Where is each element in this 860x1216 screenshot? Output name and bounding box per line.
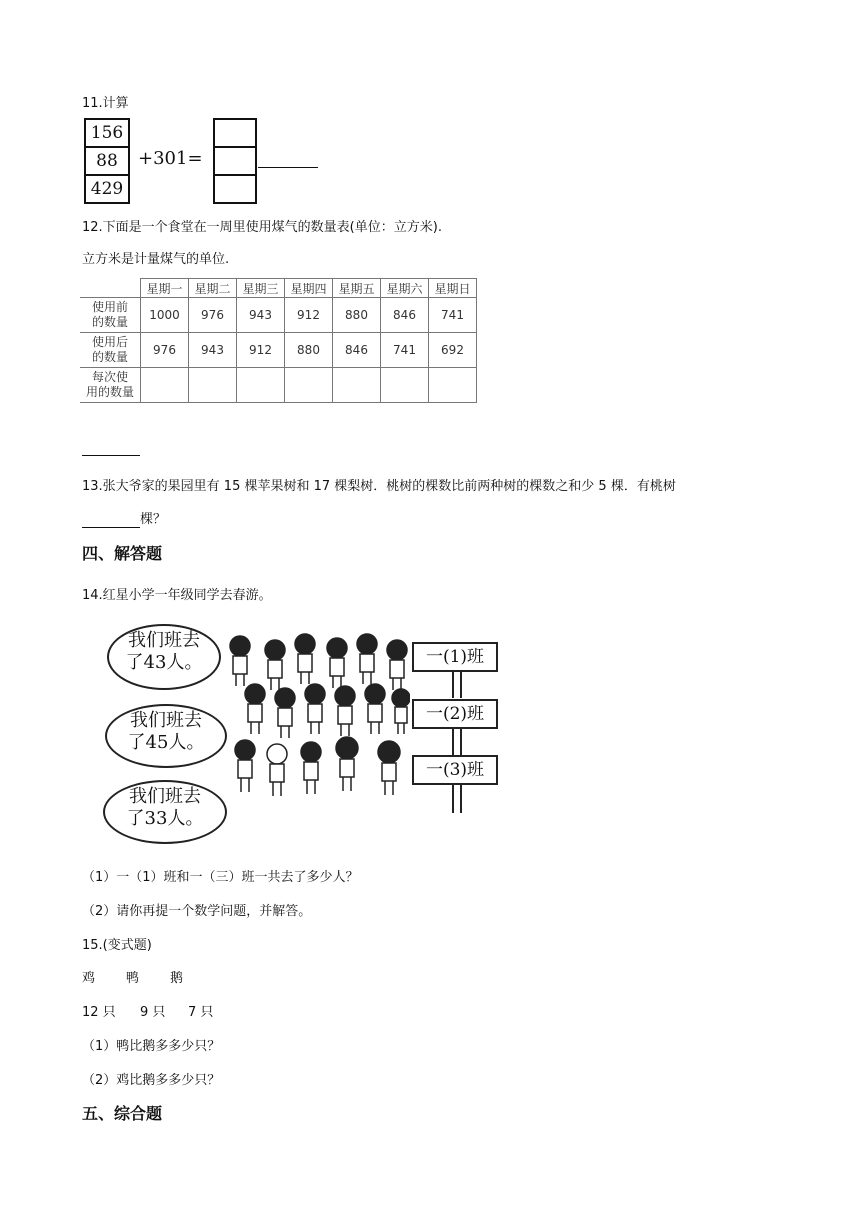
child-figure [336, 737, 358, 791]
table-cell: 1000 [141, 298, 189, 333]
day-header: 星期四 [285, 279, 333, 298]
child-figure [230, 636, 250, 686]
table-cell: 976 [189, 298, 237, 333]
table-row [80, 368, 477, 403]
day-header: 星期三 [237, 279, 285, 298]
q12-title: 12.下面是一个食堂在一周里使用煤气的数量表(单位：立方米). [82, 220, 442, 235]
day-header: 星期日 [429, 279, 477, 298]
q11-title: 11.计算 [82, 96, 129, 111]
q11-answer-box[interactable] [215, 174, 255, 202]
day-header: 星期二 [189, 279, 237, 298]
child-figure [327, 638, 347, 688]
answer-cell[interactable] [237, 368, 285, 403]
child-figure [301, 742, 321, 794]
q11-number: 156 [90, 123, 124, 143]
table-cell: 880 [333, 298, 381, 333]
child-figure [235, 740, 255, 792]
day-header: 星期五 [333, 279, 381, 298]
table-header-row [80, 279, 477, 298]
row-label: 使用后 的数量 [80, 333, 141, 368]
table-cell: 943 [237, 298, 285, 333]
child-figure [335, 686, 355, 736]
class-sign: 一(1)班 [412, 642, 498, 672]
answer-cell[interactable] [141, 368, 189, 403]
table-corner [80, 279, 141, 298]
child-figure [245, 684, 265, 734]
day-header: 星期一 [141, 279, 189, 298]
child-figure [295, 634, 315, 684]
table-cell: 846 [333, 333, 381, 368]
q11-answer-boxes[interactable] [213, 118, 257, 204]
answer-cell[interactable] [333, 368, 381, 403]
child-figure [305, 684, 325, 734]
child-figure [378, 741, 400, 795]
table-cell: 976 [141, 333, 189, 368]
table-cell: 741 [429, 298, 477, 333]
child-figure [275, 688, 295, 738]
q15-sub2: （2）鸡比鹅多多少只？ [82, 1073, 221, 1088]
q11-answer-box[interactable] [215, 120, 255, 146]
q14-sub1: （1）一（1）班和一（三）班一共去了多少人？ [82, 870, 359, 885]
table-cell: 912 [285, 298, 333, 333]
q13-suffix: 棵？ [140, 512, 167, 527]
q11-number: 429 [86, 174, 128, 202]
q15-title: 15.(变式题) [82, 938, 152, 953]
q12-note: 立方米是计量煤气的单位. [82, 252, 230, 267]
q11-answer-box[interactable] [215, 146, 255, 174]
answer-cell[interactable] [381, 368, 429, 403]
animal-label: 鹅 [170, 971, 184, 986]
table-row [80, 298, 477, 333]
row-label: 每次使 用的数量 [80, 368, 141, 403]
students-drawing [225, 628, 410, 804]
q15-sub1: （1）鸭比鹅多多少只？ [82, 1039, 221, 1054]
sign-pole [452, 727, 462, 755]
table-cell: 943 [189, 333, 237, 368]
child-figure [265, 640, 285, 690]
child-figure [357, 634, 377, 684]
q13-answer-line [82, 508, 166, 528]
q13-text: 13.张大爷家的果园里有 15 棵苹果树和 17 棵梨树．桃树的棵数比前两种树的棵数之和少 5 棵．有桃树 [82, 479, 676, 494]
section-heading: 四、解答题 [82, 544, 163, 563]
table-cell: 912 [237, 333, 285, 368]
animal-label: 鸭 [126, 971, 140, 986]
animal-label: 鸡 [82, 971, 96, 986]
class-sign: 一(2)班 [412, 699, 498, 729]
section-heading: 五、综合题 [82, 1104, 163, 1123]
speech-bubble: 我们班去 了33人。 [103, 780, 227, 844]
sign-pole [452, 783, 462, 813]
animal-count: 7 只 [188, 1005, 214, 1020]
row-label: 使用前 的数量 [80, 298, 141, 333]
q13-answer-blank[interactable] [82, 512, 140, 528]
speech-bubble: 我们班去 了45人。 [105, 704, 227, 768]
gas-usage-table [80, 278, 477, 403]
animal-count: 12 只 [82, 1005, 116, 1020]
q14-title: 14.红星小学一年级同学去春游。 [82, 588, 272, 603]
child-figure [365, 684, 385, 734]
answer-cell[interactable] [189, 368, 237, 403]
child-figure [387, 640, 407, 690]
q12-answer-blank[interactable] [82, 455, 140, 456]
table-cell: 880 [285, 333, 333, 368]
q11-operator: +301= [138, 148, 203, 169]
animal-count: 9 只 [140, 1005, 166, 1020]
table-cell: 741 [381, 333, 429, 368]
answer-cell[interactable] [285, 368, 333, 403]
table-row [80, 333, 477, 368]
q11-number-stack [84, 118, 130, 204]
day-header: 星期六 [381, 279, 429, 298]
table-cell: 692 [429, 333, 477, 368]
answer-cell[interactable] [429, 368, 477, 403]
child-figure [267, 744, 287, 796]
sign-pole [452, 670, 462, 698]
table-cell: 846 [381, 298, 429, 333]
q11-number: 88 [86, 146, 128, 174]
child-figure [392, 689, 410, 734]
speech-bubble: 我们班去 了43人。 [107, 624, 221, 690]
class-sign: 一(3)班 [412, 755, 498, 785]
q11-answer-blank[interactable] [258, 167, 318, 168]
q14-sub2: （2）请你再提一个数学问题，并解答。 [82, 904, 312, 919]
